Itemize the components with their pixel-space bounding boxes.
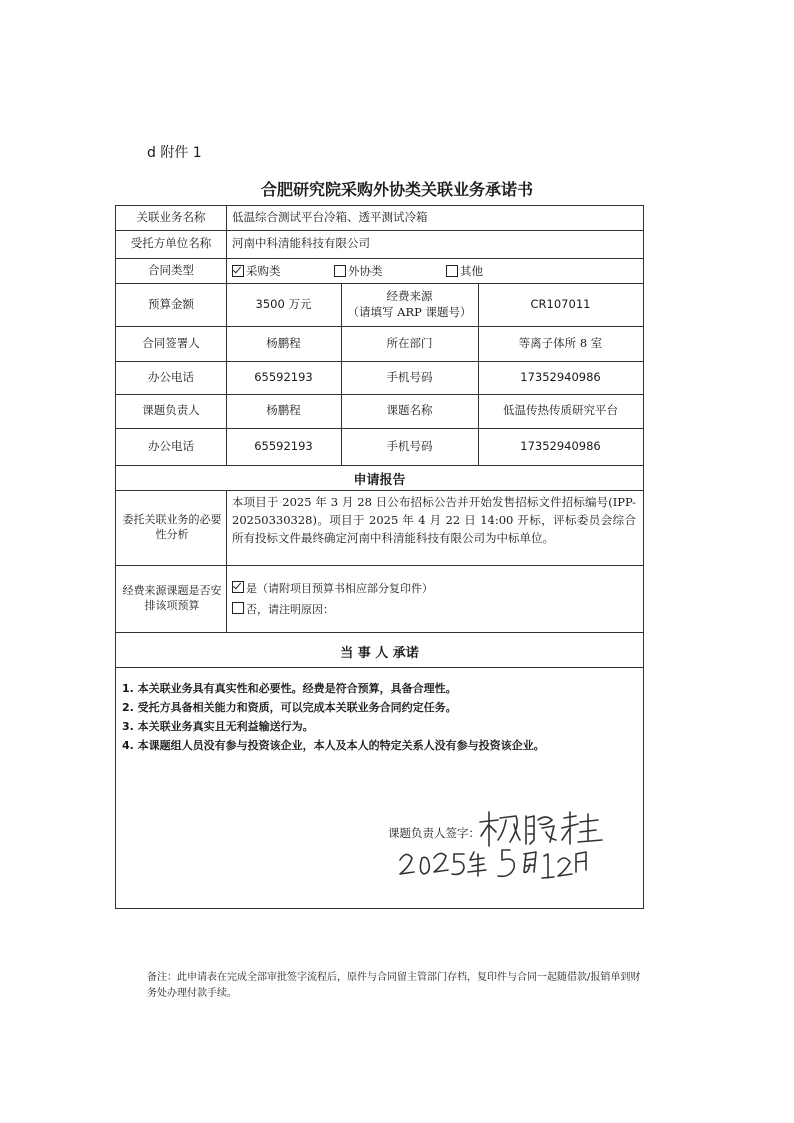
col-line (226, 490, 227, 632)
promise-item: 2. 受托方具备相关能力和资质，可以完成本关联业务合同约定任务。 (122, 701, 457, 714)
budget-value: 3500 万元 (255, 296, 312, 311)
promise-item: 3. 本关联业务真实且无利益输送行为。 (122, 720, 314, 733)
mobile-value: 17352940986 (520, 369, 601, 384)
fund-source-value: CR107011 (530, 296, 591, 311)
mobile-label: 手机号码 (386, 369, 433, 384)
project-name-value: 低温传热传质研究平台 (503, 403, 618, 418)
option-other-label: 其他 (460, 264, 483, 278)
office-phone-label: 办公电话 (148, 369, 194, 384)
mobile2-value: 17352940986 (520, 438, 601, 453)
option-procurement[interactable] (232, 260, 281, 282)
budget-yes-label: 是（请附项目预算书相应部分复印件） (246, 582, 433, 595)
necessity-text: 本项目于 2025 年 3 月 28 日公布招标公告并开始发售招标文件招标编号(IPP-20250330328)。项目于 2025 年 4 月 22 日 14:00 开标，评标委员会综合所有投标文件最终确定河南中科清能科技有限公司为中标单位。 (232, 495, 636, 545)
dept-value: 等离子体所 8 室 (518, 335, 603, 350)
contractor-label: 受托方单位名称 (130, 236, 212, 251)
office-phone2-value: 65592193 (254, 438, 313, 453)
office-phone-value: 65592193 (254, 369, 313, 384)
option-procurement-label: 采购类 (246, 264, 281, 278)
business-name-value: 低温综合测试平台冷箱、透平测试冷箱 (232, 210, 428, 225)
checkbox-checked-icon[interactable] (232, 265, 244, 277)
mobile2-label: 手机号码 (386, 438, 433, 453)
document-title: 合肥研究院采购外协类关联业务承诺书 (260, 180, 533, 199)
budget-no-label: 否，请注明原因： (246, 603, 334, 616)
office-phone2-label: 办公电话 (148, 438, 194, 453)
fund-source-label (341, 283, 478, 326)
row-line (116, 632, 643, 633)
signature-label: 课题负责人签字： (388, 826, 480, 840)
fund-source-label-line2: （请填写 ARP 课题号） (347, 304, 472, 319)
handwritten-date (398, 844, 588, 882)
necessity-label: 委托关联业务的必要性分析 (122, 512, 222, 541)
leader-label: 课题负责人 (142, 403, 200, 418)
checkbox-icon[interactable] (446, 265, 458, 277)
budget-check-label: 经费来源课题是否安排该项预算 (122, 583, 222, 612)
signer-label: 合同签署人 (142, 335, 200, 350)
contractor-value: 河南中科清能科技有限公司 (232, 236, 370, 251)
footer-note: 备注：此申请表在完成全部审批签字流程后，原件与合同留主管部门存档，复印件与合同一起随借款/报销单到财务处办理付款手续。 (147, 972, 641, 999)
report-heading: 申请报告 (353, 473, 406, 488)
commitment-form (115, 205, 644, 909)
business-name-label: 关联业务名称 (136, 210, 206, 225)
project-name-label: 课题名称 (386, 403, 433, 418)
option-other[interactable] (446, 260, 483, 282)
row-line (116, 465, 643, 466)
leader-value: 杨鹏程 (266, 403, 301, 418)
budget-no-option[interactable] (232, 601, 334, 617)
attachment-label: d 附件 1 (147, 145, 202, 161)
budget-yes-option[interactable] (232, 580, 433, 596)
checkbox-icon[interactable] (232, 602, 244, 614)
option-outsourcing-label: 外协类 (348, 264, 383, 278)
row-line (116, 667, 643, 668)
contract-type-options (226, 260, 643, 282)
promise-item: 4. 本课题组人员没有参与投资该企业，本人及本人的特定关系人没有参与投资该企业。 (122, 739, 545, 752)
option-outsourcing[interactable] (334, 260, 383, 282)
promise-item: 1. 本关联业务具有真实性和必要性。经费是符合预算，具备合理性。 (122, 682, 457, 695)
promise-heading: 当 事 人 承诺 (340, 646, 419, 661)
checkbox-checked-icon[interactable] (232, 581, 244, 593)
dept-label: 所在部门 (386, 335, 433, 350)
fund-source-label-line1: 经费来源 (386, 288, 433, 303)
signer-value: 杨鹏程 (266, 335, 301, 350)
contract-type-label: 合同类型 (148, 262, 194, 277)
budget-label: 预算金额 (148, 296, 194, 311)
checkbox-icon[interactable] (334, 265, 346, 277)
